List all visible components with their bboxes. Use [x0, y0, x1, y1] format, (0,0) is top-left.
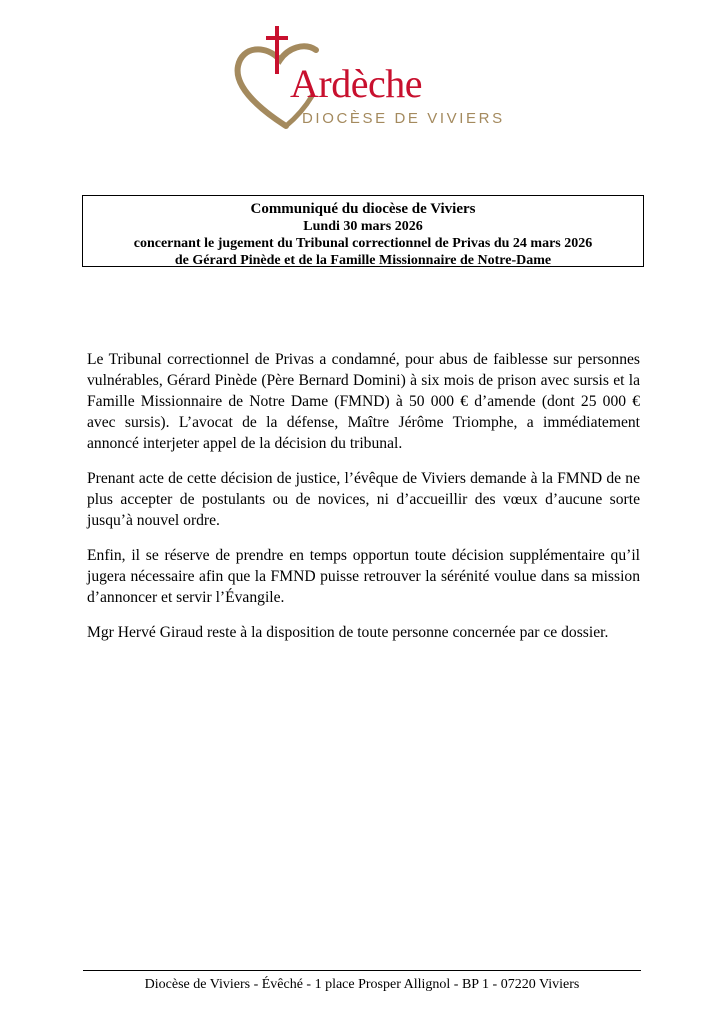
- paragraph-bishop-request: Prenant acte de cette décision de justice, l’évêque de Viviers demande à la FMND de ne plus accepter de postulants ou de novices, ni d’accueillir des vœux d’aucune sorte jusqu’à nouvel ordre.: [87, 470, 640, 529]
- communique-body: [87, 349, 640, 657]
- footer-address: Diocèse de Viviers - Évêché - 1 place Prosper Allignol - BP 1 - 07220 Viviers: [83, 970, 641, 993]
- paragraph-contact: Mgr Hervé Giraud reste à la disposition de toute personne concernée par ce dossier.: [87, 624, 609, 641]
- communique-subject-line-2: de Gérard Pinède et de la Famille Missionnaire de Notre-Dame: [174, 253, 552, 268]
- paragraph-further-decision: Enfin, il se réserve de prendre en temps opportun toute décision supplémentaire qu’il jugera nécessaire afin que la FMND puisse retrouver la sérénité voulue dans sa mission d’annoncer et servir l’Évangile.: [87, 547, 640, 606]
- communique-title: Communiqué du diocèse de Viviers: [250, 201, 476, 217]
- communique-subject-line-1: concernant le jugement du Tribunal correctionnel de Privas du 24 mars 2026: [133, 236, 593, 251]
- logo-wordmark: Ardèche: [290, 61, 422, 106]
- diocese-logo: [228, 22, 505, 137]
- communique-date: Lundi 30 mars 2026: [303, 219, 423, 234]
- paragraph-judgment: Le Tribunal correctionnel de Privas a condamné, pour abus de faiblesse sur personnes vulnérables, Gérard Pinède (Père Bernard Domini) à six mois de prison avec sursis et la Famille Missionnaire de Notre Dame (FMND) à 50 000 € d’amende (dont 25 000 € avec sursis). L’avocat de la défense, Maître Jérôme Triomphe, a immédiatement annoncé interjeter appel de la décision du tribunal.: [87, 351, 640, 452]
- logo-subtitle: DIOCÈSE DE VIVIERS: [302, 110, 505, 127]
- communique-header: [82, 195, 644, 267]
